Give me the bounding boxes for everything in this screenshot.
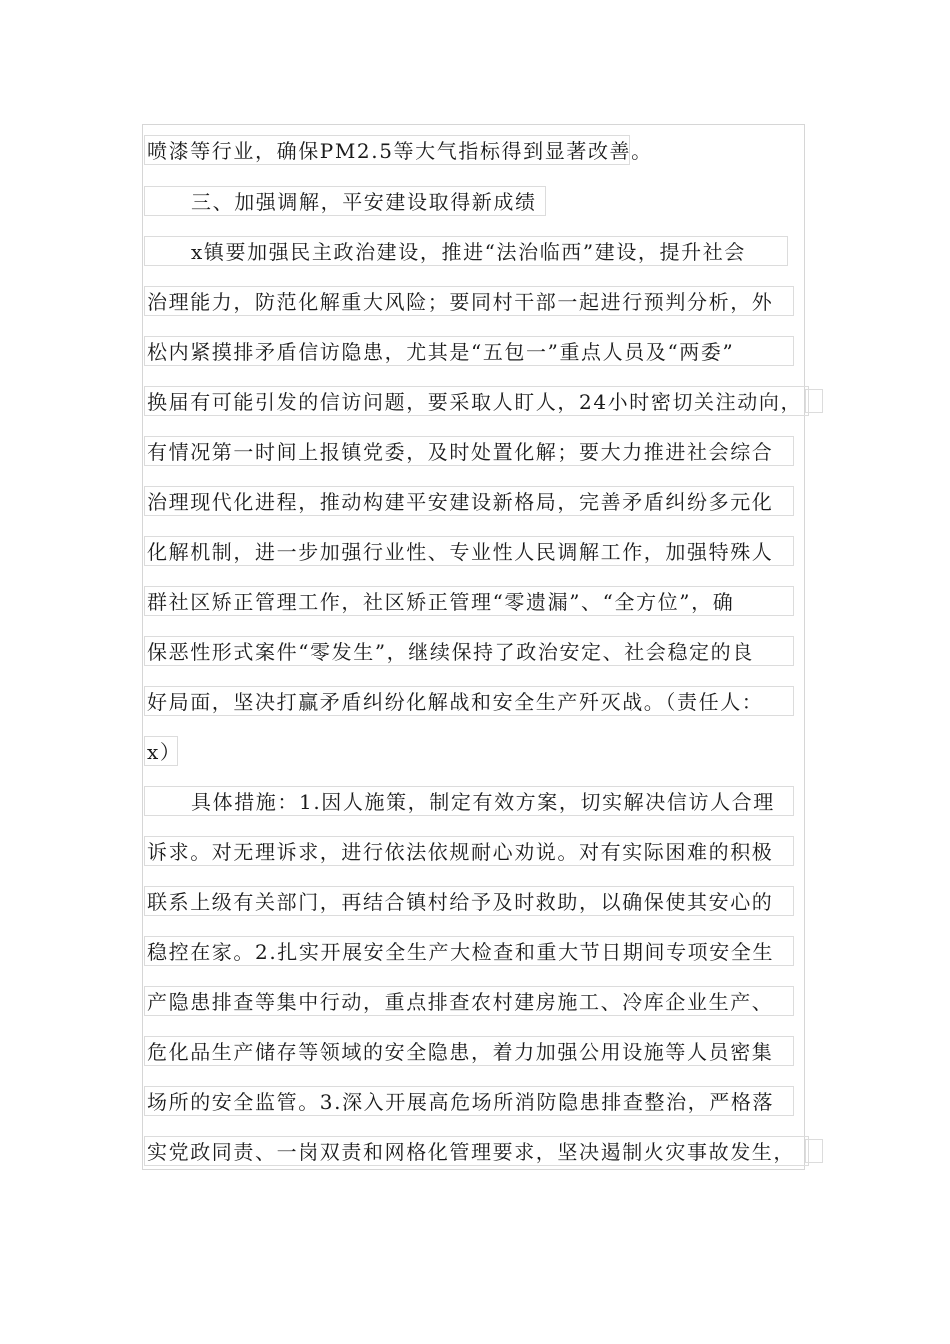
- margin-marker: [805, 389, 823, 413]
- text-line-1: 喷漆等行业，确保PM2.5等大气指标得到显著改善。: [144, 135, 630, 165]
- text-line-15: 诉求。对无理诉求，进行依法依规耐心劝说。对有实际困难的积极: [144, 836, 794, 866]
- text-line-9: 化解机制，进一步加强行业性、专业性人民调解工作，加强特殊人: [144, 536, 794, 566]
- margin-marker: [805, 1139, 823, 1163]
- text-line-14: 具体措施：1.因人施策，制定有效方案，切实解决信访人合理: [144, 786, 794, 816]
- text-line-10: 群社区矫正管理工作，社区矫正管理“零遗漏”、“全方位”，确: [144, 586, 794, 616]
- text-line-8: 治理现代化进程，推动构建平安建设新格局，完善矛盾纠纷多元化: [144, 486, 794, 516]
- text-line-7: 有情况第一时间上报镇党委，及时处置化解；要大力推进社会综合: [144, 436, 794, 466]
- text-line-21: 实党政同责、一岗双责和网格化管理要求，坚决遏制火灾事故发生，: [144, 1136, 809, 1166]
- text-line-18: 产隐患排查等集中行动，重点排查农村建房施工、冷库企业生产、: [144, 986, 794, 1016]
- text-line-12: 好局面，坚决打赢矛盾纠纷化解战和安全生产歼灭战。（责任人：: [144, 686, 794, 716]
- text-line-6: 换届有可能引发的信访问题，要采取人盯人，24小时密切关注动向，: [144, 386, 809, 416]
- text-line-5: 松内紧摸排矛盾信访隐患，尤其是“五包一”重点人员及“两委”: [144, 336, 794, 366]
- text-line-17: 稳控在家。2.扎实开展安全生产大检查和重大节日期间专项安全生: [144, 936, 794, 966]
- text-line-3: x镇要加强民主政治建设，推进“法治临西”建设，提升社会: [144, 236, 788, 266]
- section-heading: 三、加强调解，平安建设取得新成绩: [144, 186, 546, 216]
- text-line-13: x）: [144, 736, 178, 766]
- text-line-19: 危化品生产储存等领域的安全隐患，着力加强公用设施等人员密集: [144, 1036, 794, 1066]
- text-line-20: 场所的安全监管。3.深入开展高危场所消防隐患排查整治，严格落: [144, 1086, 794, 1116]
- text-line-4: 治理能力，防范化解重大风险；要同村干部一起进行预判分析，外: [144, 286, 794, 316]
- text-line-16: 联系上级有关部门，再结合镇村给予及时救助，以确保使其安心的: [144, 886, 794, 916]
- text-line-11: 保恶性形式案件“零发生”，继续保持了政治安定、社会稳定的良: [144, 636, 794, 666]
